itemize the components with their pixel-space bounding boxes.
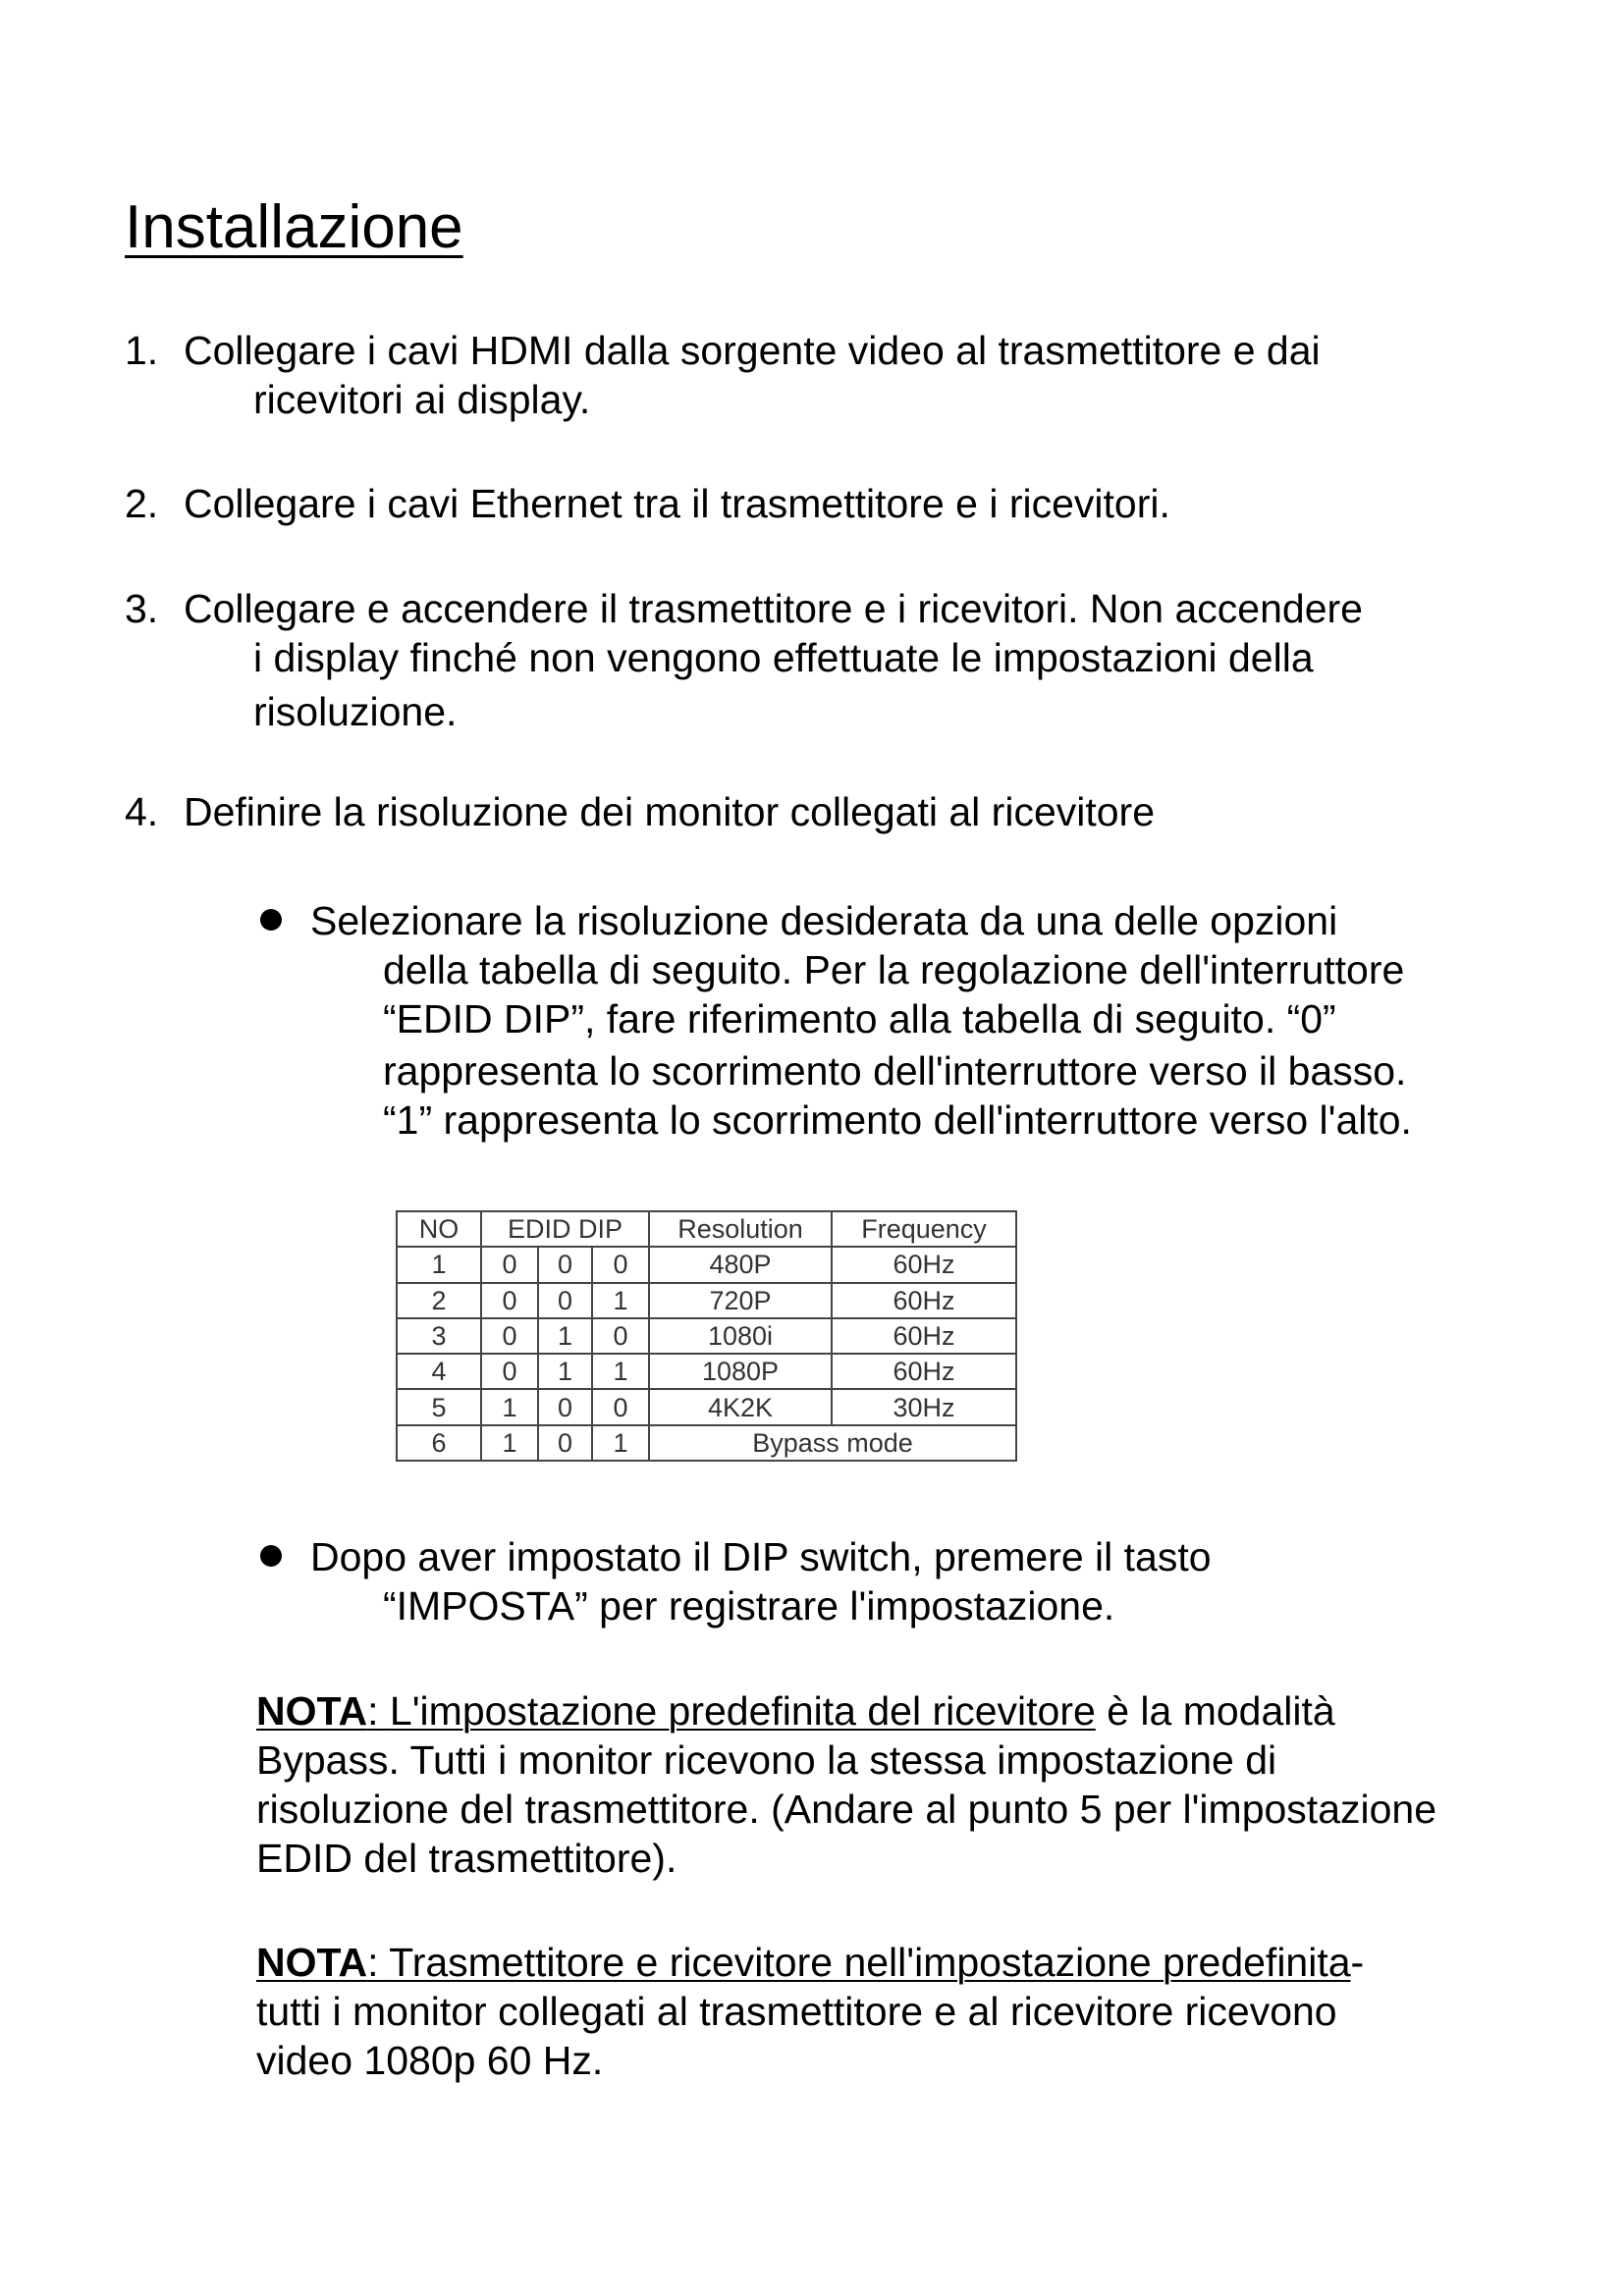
cell-dip: 0	[481, 1283, 538, 1318]
header-resolution: Resolution	[649, 1211, 832, 1247]
cell-resolution: 720P	[649, 1283, 832, 1318]
cell-dip: 1	[538, 1318, 592, 1354]
step-text-line: Collegare i cavi Ethernet tra il trasmettitore e i ricevitori.	[184, 481, 1170, 526]
note-first-line	[256, 1938, 1364, 1987]
header-edid-dip: EDID DIP	[481, 1211, 649, 1247]
cell-frequency: 30Hz	[832, 1389, 1016, 1424]
cell-no: 5	[397, 1389, 481, 1424]
cell-dip: 0	[481, 1354, 538, 1389]
cell-dip: 1	[481, 1425, 538, 1461]
step-number: 1.	[125, 328, 159, 373]
cell-resolution: 1080P	[649, 1354, 832, 1389]
bullet-text-line: “EDID DIP”, fare riferimento alla tabella di seguito. “0”	[383, 996, 1336, 1041]
cell-no: 4	[397, 1354, 481, 1389]
note-text-line: Bypass. Tutti i monitor ricevono la stessa impostazione di	[256, 1737, 1277, 1783]
table-row	[397, 1283, 1016, 1318]
header-no: NO	[397, 1211, 481, 1247]
bullet-dot-icon	[260, 909, 282, 931]
cell-frequency: 60Hz	[832, 1283, 1016, 1318]
page-title: Installazione	[125, 193, 463, 261]
cell-no: 6	[397, 1425, 481, 1461]
note-underlined-text: Trasmettitore e ricevitore nell'impostazione predefinita	[389, 1940, 1351, 1985]
cell-dip: 0	[538, 1425, 592, 1461]
note-rest-text: -	[1350, 1940, 1365, 1985]
step-text-line: ricevitori ai display.	[253, 377, 591, 422]
cell-dip: 1	[592, 1283, 649, 1318]
note-first-line	[256, 1686, 1335, 1735]
table-row	[397, 1389, 1016, 1424]
cell-dip: 1	[538, 1354, 592, 1389]
table-header-row	[397, 1211, 1016, 1247]
step-number: 2.	[125, 481, 159, 526]
bullet-text-line: della tabella di seguito. Per la regolazione dell'interruttore	[383, 947, 1405, 992]
note-label: NOTA	[256, 1940, 368, 1985]
cell-dip: 0	[481, 1318, 538, 1354]
bullet-text-line: “1” rappresenta lo scorrimento dell'interruttore verso l'alto.	[383, 1097, 1412, 1143]
bullet-text-line: Selezionare la risoluzione desiderata da una delle opzioni	[310, 898, 1338, 943]
cell-dip: 1	[592, 1354, 649, 1389]
note-text-line: tutti i monitor collegati al trasmettitore e al ricevitore ricevono	[256, 1989, 1337, 2034]
cell-dip: 0	[592, 1318, 649, 1354]
header-frequency: Frequency	[832, 1211, 1016, 1247]
cell-dip: 0	[592, 1389, 649, 1424]
bullet-text-line: rappresenta lo scorrimento dell'interruttore verso il basso.	[383, 1048, 1407, 1094]
note-label: NOTA	[256, 1688, 368, 1734]
cell-dip: 1	[592, 1425, 649, 1461]
note-colon: :	[367, 1940, 390, 1985]
cell-frequency: 60Hz	[832, 1318, 1016, 1354]
step-text-line: i display finché non vengono effettuate le impostazioni della	[253, 635, 1314, 680]
table-row	[397, 1354, 1016, 1389]
table-row	[397, 1247, 1016, 1282]
cell-dip: 1	[481, 1389, 538, 1424]
note-colon: :	[367, 1688, 390, 1734]
cell-frequency: 60Hz	[832, 1247, 1016, 1282]
cell-no: 1	[397, 1247, 481, 1282]
step-number: 4.	[125, 789, 159, 834]
note-text-line: EDID del trasmettitore).	[256, 1836, 677, 1881]
cell-dip: 0	[538, 1283, 592, 1318]
cell-dip: 0	[592, 1247, 649, 1282]
table-row	[397, 1425, 1016, 1461]
bullet-text-line: Dopo aver impostato il DIP switch, premere il tasto	[310, 1534, 1212, 1579]
bullet-text-line: “IMPOSTA” per registrare l'impostazione.	[383, 1583, 1115, 1629]
bullet-dot-icon	[260, 1545, 282, 1567]
note-underlined-text: L'impostazione predefinita del ricevitore	[389, 1688, 1096, 1734]
step-text-line: risoluzione.	[253, 689, 458, 734]
note-text-line: risoluzione del trasmettitore. (Andare al punto 5 per l'impostazione	[256, 1787, 1437, 1832]
edid-dip-table	[396, 1210, 1017, 1462]
cell-dip: 0	[481, 1247, 538, 1282]
cell-resolution: 4K2K	[649, 1389, 832, 1424]
table-row	[397, 1318, 1016, 1354]
step-number: 3.	[125, 586, 159, 631]
step-text-line: Collegare e accendere il trasmettitore e i ricevitori. Non accendere	[184, 586, 1363, 631]
cell-dip: 0	[538, 1389, 592, 1424]
step-text-line: Definire la risoluzione dei monitor collegati al ricevitore	[184, 789, 1156, 834]
cell-resolution: 1080i	[649, 1318, 832, 1354]
cell-no: 2	[397, 1283, 481, 1318]
cell-bypass: Bypass mode	[649, 1425, 1016, 1461]
note-rest-text: è la modalità	[1095, 1688, 1335, 1734]
cell-dip: 0	[538, 1247, 592, 1282]
cell-no: 3	[397, 1318, 481, 1354]
step-text-line: Collegare i cavi HDMI dalla sorgente video al trasmettitore e dai	[184, 328, 1321, 373]
cell-frequency: 60Hz	[832, 1354, 1016, 1389]
note-text-line: video 1080p 60 Hz.	[256, 2038, 604, 2083]
cell-resolution: 480P	[649, 1247, 832, 1282]
